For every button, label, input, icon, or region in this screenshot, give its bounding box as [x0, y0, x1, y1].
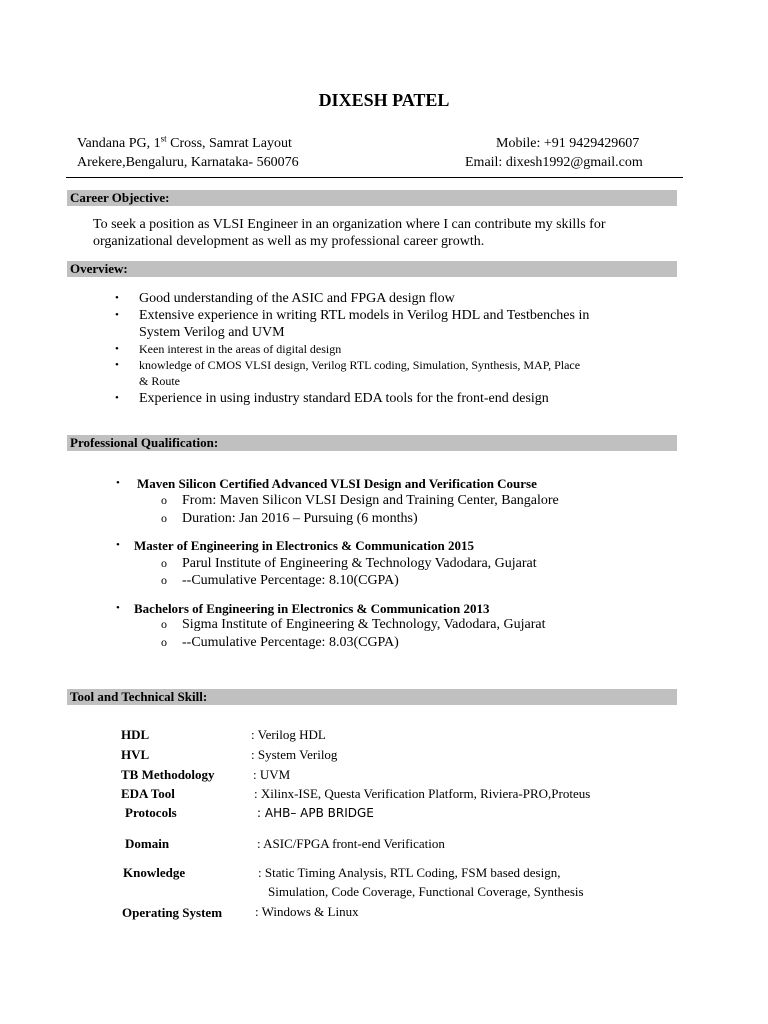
skill-label-operating-system: Operating System — [122, 905, 223, 920]
skills-heading: Tool and Technical Skill: — [70, 689, 208, 704]
sub-bullet-icon: o — [161, 617, 167, 631]
career-objective-heading-band — [67, 190, 677, 206]
qualification-detail: --Cumulative Percentage: 8.03(CGPA) — [182, 635, 399, 650]
skill-label-hvl: HVL — [121, 747, 150, 762]
qualification-detail: Parul Institute of Engineering & Technology Vadodara, Gujarat — [182, 556, 537, 571]
overview-item-continuation: System Verilog and UVM — [139, 325, 285, 340]
address-line-2: Arekere,Bengaluru, Karnataka- 560076 — [77, 155, 299, 170]
skill-value-operating-system: : Windows & Linux — [255, 904, 359, 919]
bullet-icon: • — [115, 343, 119, 355]
header-divider — [66, 177, 683, 178]
qualification-detail: Sigma Institute of Engineering & Technology, Vadodara, Gujarat — [182, 617, 546, 632]
skill-value-tb-methodology: : UVM — [253, 767, 291, 782]
qualification-title: Bachelors of Engineering in Electronics & Communication 2013 — [134, 601, 490, 616]
bullet-icon: • — [116, 539, 120, 551]
skill-label-protocols: Protocols — [125, 805, 177, 820]
overview-item: Experience in using industry standard EDA tools for the front-end design — [139, 391, 549, 406]
skills-heading-band — [67, 689, 677, 705]
skill-value-eda-tool: : Xilinx-ISE, Questa Verification Platform, Riviera-PRO,Proteus — [254, 786, 591, 801]
bullet-icon: • — [116, 477, 120, 489]
qualification-title: Maven Silicon Certified Advanced VLSI Design and Verification Course — [137, 476, 537, 491]
sub-bullet-icon: o — [161, 635, 167, 649]
bullet-icon: • — [115, 309, 119, 321]
overview-heading: Overview: — [70, 261, 128, 276]
bullet-icon: • — [115, 359, 119, 371]
career-objective-line-1: To seek a position as VLSI Engineer in an organization where I can contribute my skills for — [93, 217, 606, 232]
career-objective-line-2: organizational development as well as my professional career growth. — [93, 234, 485, 249]
skill-value-hvl: : System Verilog — [251, 747, 338, 762]
bullet-icon: • — [115, 392, 119, 404]
qualification-detail: From: Maven Silicon VLSI Design and Training Center, Bangalore — [182, 493, 559, 508]
skill-value-hdl: : Verilog HDL — [251, 727, 326, 742]
qualification-heading: Professional Qualification: — [70, 435, 219, 450]
email-address: Email: dixesh1992@gmail.com — [465, 155, 643, 170]
qualification-detail: --Cumulative Percentage: 8.10(CGPA) — [182, 573, 399, 588]
qualification-title: Master of Engineering in Electronics & Communication 2015 — [134, 538, 475, 553]
overview-item: Keen interest in the areas of digital design — [139, 342, 342, 356]
candidate-name: DIXESH PATEL — [318, 90, 450, 110]
overview-heading-band — [67, 261, 677, 277]
skill-value-knowledge-continuation: Simulation, Code Coverage, Functional Coverage, Synthesis — [268, 884, 584, 899]
skill-label-hdl: HDL — [121, 727, 150, 742]
bullet-icon: • — [115, 292, 119, 304]
skill-label-tb-methodology: TB Methodology — [121, 767, 215, 782]
skill-value-protocols: : AHB– APB BRIDGE — [257, 806, 374, 820]
bullet-icon: • — [116, 602, 120, 614]
career-objective-heading: Career Objective: — [70, 190, 170, 205]
overview-item: Good understanding of the ASIC and FPGA design flow — [139, 291, 455, 306]
sub-bullet-icon: o — [161, 556, 167, 570]
sub-bullet-icon: o — [161, 511, 167, 525]
skill-label-knowledge: Knowledge — [123, 865, 186, 880]
skill-value-domain: : ASIC/FPGA front-end Verification — [257, 836, 445, 851]
overview-item: knowledge of CMOS VLSI design, Verilog RTL coding, Simulation, Synthesis, MAP, Place — [139, 358, 581, 372]
sub-bullet-icon: o — [161, 573, 167, 587]
sub-bullet-icon: o — [161, 493, 167, 507]
qualification-detail: Duration: Jan 2016 – Pursuing (6 months) — [182, 511, 418, 526]
overview-item-continuation: & Route — [139, 374, 180, 388]
overview-item: Extensive experience in writing RTL models in Verilog HDL and Testbenches in — [139, 308, 590, 323]
qualification-heading-band — [67, 435, 677, 451]
skill-label-domain: Domain — [125, 836, 170, 851]
skill-label-eda-tool: EDA Tool — [121, 786, 175, 801]
mobile-number: Mobile: +91 9429429607 — [496, 136, 640, 151]
address-line-1: Vandana PG, 1st Cross, Samrat Layout — [77, 133, 292, 151]
skill-value-knowledge: : Static Timing Analysis, RTL Coding, FSM based design, — [258, 865, 561, 880]
